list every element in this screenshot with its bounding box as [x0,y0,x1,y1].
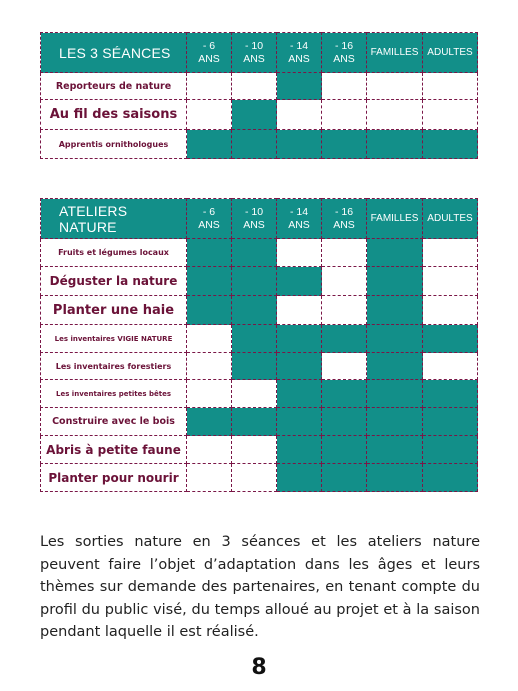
availability-cell-filled [232,408,277,436]
availability-cell-empty [187,353,232,380]
page-number: 8 [251,655,267,680]
availability-cell-filled [187,239,232,267]
column-header-familles: FAMILLES [367,199,423,239]
availability-cell-filled [367,436,423,464]
column-header-top: - 6 [202,205,216,218]
availability-cell-empty [232,73,277,100]
row-label-construire-avec-le-bois: Construire avec le bois [41,408,187,436]
availability-cell-empty [187,464,232,492]
availability-cell-empty [322,239,367,267]
availability-cell-empty [423,353,478,380]
ateliers-header-row [41,199,478,239]
availability-cell-filled [423,408,478,436]
availability-cell-filled [423,325,478,353]
availability-cell-filled [277,380,322,408]
column-header-bottom: ANS [288,52,310,65]
column-header-6-ans [187,199,232,239]
availability-cell-filled [187,408,232,436]
column-header-bottom: ANS [333,218,355,231]
column-header-bottom: ANS [243,52,265,65]
seances-header-row [41,33,478,73]
availability-cell-empty [367,100,423,130]
availability-cell-filled [277,267,322,296]
table-row [41,353,478,380]
availability-cell-empty [423,296,478,325]
column-header-top: - 14 [289,205,309,218]
column-header-adultes: ADULTES [423,199,478,239]
availability-cell-filled [232,130,277,159]
availability-cell-empty [423,239,478,267]
availability-cell-filled [232,325,277,353]
availability-cell-empty [367,73,423,100]
seances-table-title: LES 3 SÉANCES [41,33,187,73]
availability-cell-empty [187,380,232,408]
table-row [41,130,478,159]
availability-cell-empty [187,73,232,100]
column-header-top: - 10 [244,39,264,52]
availability-cell-filled [423,436,478,464]
seances-table [40,32,478,159]
availability-cell-empty [423,100,478,130]
availability-cell-empty [187,325,232,353]
column-header-familles: FAMILLES [367,33,423,73]
availability-cell-filled [367,464,423,492]
availability-cell-empty [232,464,277,492]
availability-cell-filled [187,130,232,159]
table-row [41,73,478,100]
availability-cell-filled [367,325,423,353]
availability-cell-filled [277,464,322,492]
ateliers-table-title: ATELIERS NATURE [41,199,187,239]
availability-cell-filled [232,239,277,267]
column-header-adultes: ADULTES [423,33,478,73]
availability-cell-filled [322,325,367,353]
availability-cell-empty [322,296,367,325]
availability-cell-filled [232,267,277,296]
row-label-abris-a-petite-faune: Abris à petite faune [41,436,187,464]
row-label-deguster-la-nature: Déguster la nature [41,267,187,296]
availability-cell-filled [232,353,277,380]
availability-cell-filled [367,267,423,296]
availability-cell-filled [367,408,423,436]
availability-cell-filled [277,408,322,436]
column-header-bottom: ANS [333,52,355,65]
availability-cell-filled [232,100,277,130]
availability-cell-filled [367,380,423,408]
column-header-bottom: ANS [198,52,220,65]
availability-cell-filled [187,296,232,325]
column-header-16-ans [322,199,367,239]
availability-cell-filled [277,130,322,159]
availability-cell-filled [277,436,322,464]
column-header-16-ans [322,33,367,73]
column-header-top: - 16 [334,205,354,218]
column-header-bottom: ANS [243,218,265,231]
availability-cell-filled [232,296,277,325]
row-label-planter-une-haie: Planter une haie [41,296,187,325]
table-row [41,380,478,408]
availability-cell-filled [322,380,367,408]
row-label-planter-pour-nourir: Planter pour nourir [41,464,187,492]
availability-cell-filled [423,380,478,408]
availability-cell-filled [277,73,322,100]
column-header-top: - 10 [244,205,264,218]
availability-cell-filled [423,464,478,492]
table-row [41,325,478,353]
column-header-top: - 16 [334,39,354,52]
description-paragraph: Les sorties nature en 3 séances et les ateliers nature peuvent faire l’objet d’adaptation dans les âges et leurs thèmes sur demande des partenaires, en tenant compte du profil du public visé, du temps alloué au projet et à la saison pendant laquelle il est réalisé. [40,534,480,640]
row-label-les-inventaires-forestiers: Les inventaires forestiers [41,353,187,380]
row-label-fruits-et-legumes-locaux: Fruits et légumes locaux [41,239,187,267]
column-header-bottom: ANS [288,218,310,231]
table-row [41,436,478,464]
availability-cell-filled [423,130,478,159]
column-header-bottom: ANS [198,218,220,231]
row-label-les-inventaires-petites-betes: Les inventaires petites bêtes [41,380,187,408]
ateliers-table [40,198,478,492]
availability-cell-empty [423,267,478,296]
availability-cell-empty [322,100,367,130]
table-row [41,464,478,492]
availability-cell-empty [322,353,367,380]
column-header-10-ans [232,33,277,73]
availability-cell-filled [367,239,423,267]
table-row [41,267,478,296]
column-header-14-ans [277,199,322,239]
table-row [41,100,478,130]
row-label-reporteurs-de-nature: Reporteurs de nature [41,73,187,100]
availability-cell-empty [187,100,232,130]
table-row [41,239,478,267]
availability-cell-empty [277,296,322,325]
column-header-top: - 14 [289,39,309,52]
column-header-6-ans [187,33,232,73]
availability-cell-filled [277,325,322,353]
row-label-apprentis-ornithologues: Apprentis ornithologues [41,130,187,159]
availability-cell-filled [367,130,423,159]
availability-cell-empty [322,267,367,296]
row-label-les-inventaires-vigie-nature: Les inventaires VIGIE NATURE [41,325,187,353]
column-header-10-ans [232,199,277,239]
availability-cell-empty [232,380,277,408]
availability-cell-empty [277,239,322,267]
availability-cell-empty [423,73,478,100]
availability-cell-filled [322,130,367,159]
availability-cell-filled [322,408,367,436]
availability-cell-empty [232,436,277,464]
availability-cell-filled [367,353,423,380]
availability-cell-filled [277,353,322,380]
availability-cell-filled [322,436,367,464]
availability-cell-filled [187,267,232,296]
availability-cell-empty [187,436,232,464]
availability-cell-filled [367,296,423,325]
availability-cell-empty [277,100,322,130]
table-row [41,408,478,436]
column-header-top: - 6 [202,39,216,52]
table-row [41,296,478,325]
column-header-14-ans [277,33,322,73]
row-label-au-fil-des-saisons: Au fil des saisons [41,100,187,130]
availability-cell-empty [322,73,367,100]
availability-cell-filled [322,464,367,492]
